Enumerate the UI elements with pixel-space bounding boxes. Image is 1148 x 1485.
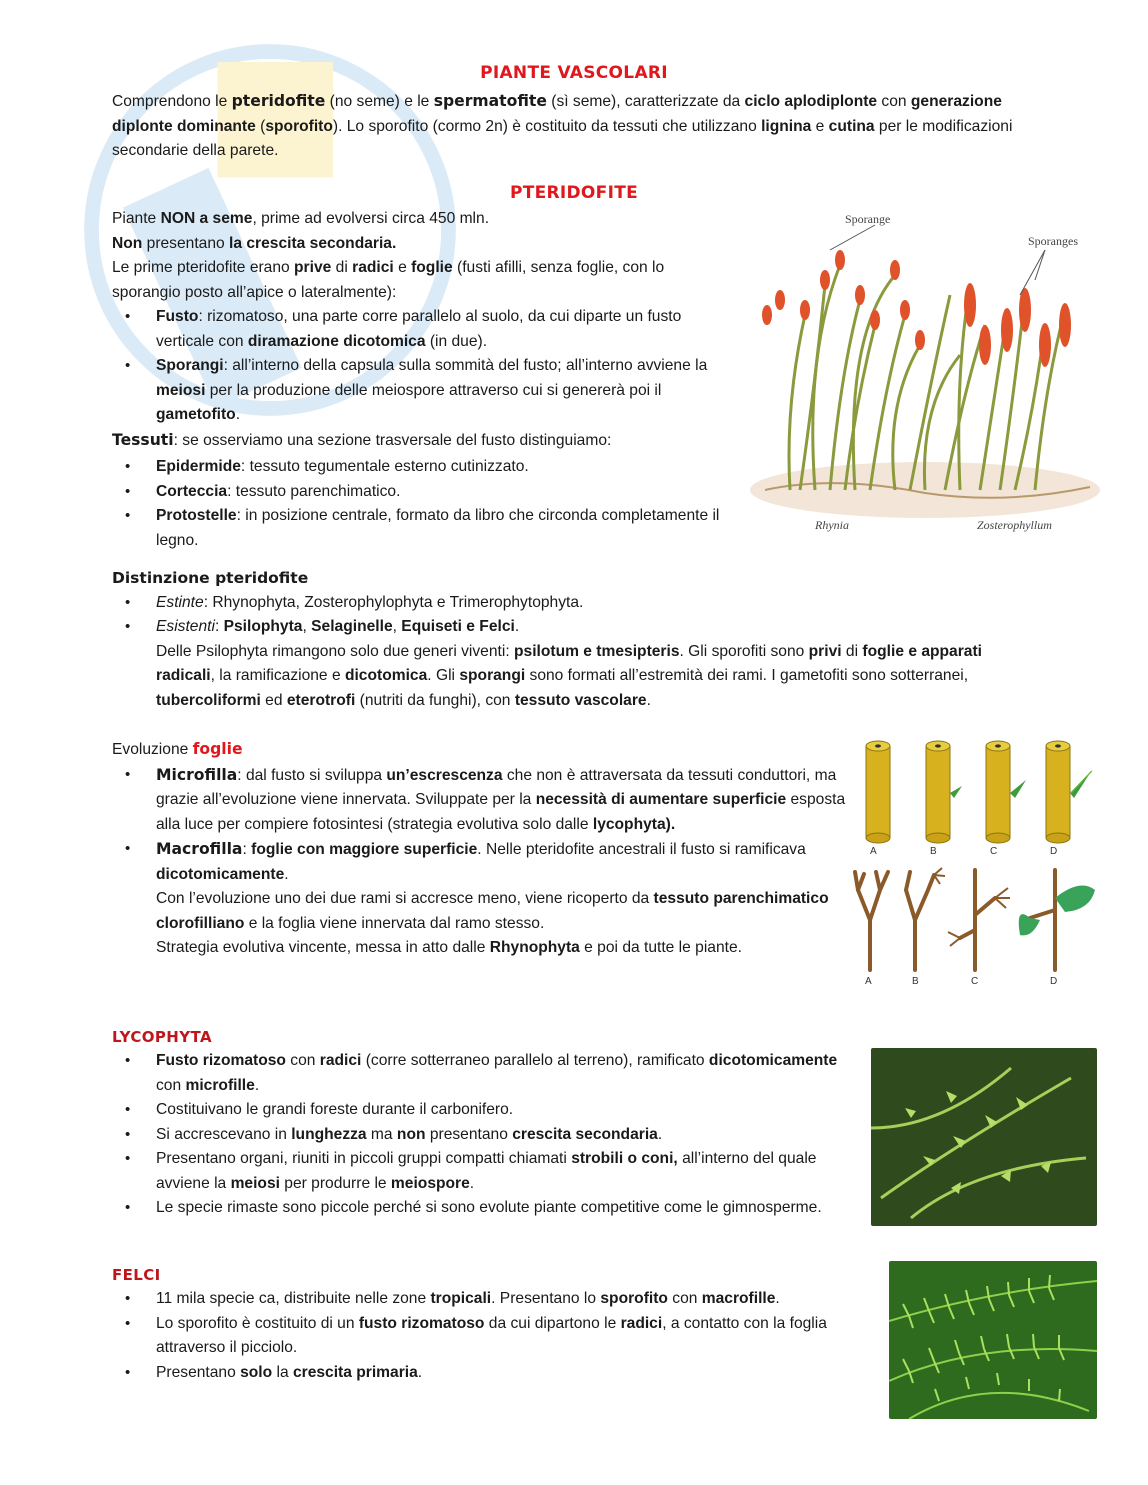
tessuti_list-1-seg-0: Corteccia [156, 482, 228, 500]
lyco_list-item-0 [112, 1049, 847, 1098]
sporange-label: Sporange [845, 212, 891, 226]
tessuti_list-0-seg-1: : tessuto tegumentale esterno cutinizzato. [240, 458, 529, 475]
lyco_list-4-seg-0: Le specie rimaste sono piccole perché si sono evolute piante competitive come le gimnosperme. [156, 1199, 822, 1216]
distinzione-section [112, 566, 1037, 713]
felci_list-0-seg-4: con [667, 1290, 702, 1307]
macrofilla-diagram [850, 860, 1100, 990]
pter_list-1-seg-1: : all’interno della capsula sulla sommità del fusto; all’interno avviene la [223, 357, 708, 374]
evo_list-1-seg-2: foglie con maggiore superficie [251, 841, 478, 858]
pteridofite-line-2 [112, 232, 727, 257]
intro-seg-12: e [811, 117, 829, 135]
pteridofite-line-1 [112, 207, 727, 232]
pter_list-1-seg-5: . [235, 406, 241, 423]
dist_extra-seg-10: sono formati all’estremità dei rami. I gametofiti sono sotterranei, [525, 667, 969, 684]
distinzione-list [112, 591, 1037, 640]
rhynia-illustration [745, 205, 1100, 535]
lycophyta-title: LYCOPHYTA [112, 1028, 212, 1046]
evoluzione-section [112, 737, 847, 961]
intro-seg-9: sporofito [265, 117, 333, 135]
tessuti_list-item-2 [112, 504, 727, 553]
pter_p3-seg-0: Le prime pteridofite erano [112, 259, 295, 276]
tessuti_p-seg-0: Tessuti [112, 430, 174, 449]
tessuti_list-1-seg-1: : tessuto parenchimatico. [227, 482, 401, 500]
intro-seg-0: Comprendono le [112, 93, 232, 110]
intro-seg-6: con [877, 93, 911, 110]
dist_list-1-seg-5: , [392, 618, 402, 635]
pter_list-1-seg-3: per la produzione delle meiospore attraverso cui si genererà poi il [205, 381, 662, 399]
lyco_list-item-4 [112, 1196, 847, 1221]
lyco_list-3-seg-0: Presentano organi, riuniti in piccoli gruppi compatti chiamati [156, 1150, 572, 1167]
intro-seg-5: ciclo aplodiplonte [744, 93, 878, 110]
pter_list-1-seg-4: gametofito [156, 406, 236, 423]
lyco_list-2-seg-1: lunghezza [291, 1125, 367, 1143]
lyco_list-item-1 [112, 1098, 847, 1123]
dist_extra-seg-13: eterotrofi [286, 691, 356, 709]
lyco_list-0-seg-4: dicotomicamente [708, 1052, 838, 1069]
evo_list-1-seg-7-1: Strategia evolutiva vincente, messa in atto dalle [156, 939, 490, 956]
pter_p2-seg-1: presentano [142, 234, 230, 252]
lyco_list-0-seg-5: con [156, 1076, 186, 1094]
dist_extra-seg-12: ed [260, 691, 287, 709]
lyco_list-1-seg-0: Costituivano le grandi foreste durante il carbonifero. [156, 1101, 514, 1118]
evo_list-1-seg-0: Macrofilla [156, 840, 243, 858]
lyco_list-0-seg-7: . [254, 1076, 260, 1094]
tessuti-paragraph [112, 428, 727, 454]
felci_list-2-seg-1: solo [240, 1363, 273, 1381]
dist_list-0-seg-1: : Rhynophyta, Zosterophylophyta e Trimerophytophyta. [203, 593, 584, 611]
intro-paragraph [112, 89, 1037, 164]
dist_extra-seg-7: dicotomica [344, 667, 428, 684]
lyco_list-2-seg-4: presentano [425, 1125, 513, 1143]
intro-seg-3: spermatofite [433, 92, 547, 110]
felci_list-item-0 [112, 1287, 857, 1312]
tessuti-list [112, 455, 727, 553]
evo_list-1-seg-5-0: . [284, 865, 289, 883]
felci_list-1-seg-3: radici [620, 1314, 663, 1332]
lycophyta-section [112, 1049, 847, 1221]
main-title: PIANTE VASCOLARI [480, 63, 668, 83]
dist_extra-seg-6: , la ramificazione e [210, 667, 345, 684]
pter_p3-seg-5: foglie [411, 259, 453, 276]
lyco_list-0-seg-2: radici [319, 1052, 362, 1069]
pteridofite-list [112, 305, 727, 428]
tessuti_list-item-0 [112, 455, 727, 480]
intro-seg-7: generazione diplonte dominante [112, 93, 1002, 135]
lyco_list-3-seg-6: . [469, 1174, 475, 1192]
dist_list-1-seg-4: Selaginelle [311, 618, 393, 635]
evoluzione-list [112, 763, 847, 961]
evo_list-0-seg-6: lycophyta). [592, 815, 676, 833]
felci_list-1-seg-2: da cui dipartono le [484, 1314, 621, 1332]
fig2-label-a: A [865, 976, 872, 987]
evo_list-0-seg-5: esposta alla luce per compiere fotosintesi (strategia evolutiva solo dalle [156, 791, 846, 833]
felci-list [112, 1287, 857, 1385]
lyco_list-0-seg-6: microfille [185, 1076, 255, 1094]
pter_p2-seg-2: la crescita secondaria. [229, 234, 397, 252]
pter_list-item-1 [112, 354, 727, 428]
dist_extra-seg-8: . Gli [427, 667, 460, 684]
tessuti_list-0-seg-0: Epidermide [156, 458, 241, 475]
dist_list-1-seg-3: , [302, 618, 312, 635]
felci-photo [889, 1261, 1097, 1419]
pter_p1-seg-1: NON a seme [160, 210, 253, 227]
dist_extra-seg-4: di [841, 642, 863, 660]
evo_list-1-seg-5-1: Con l’evoluzione uno dei due rami si accresce meno, viene ricoperto da [156, 890, 654, 907]
sporanges-label: Sporanges [1028, 234, 1078, 248]
evoluzione-title [112, 737, 847, 763]
dist_list-1-seg-1: : [214, 618, 224, 635]
felci_list-1-seg-0: Lo sporofito è costituito di un [156, 1314, 359, 1332]
pter_p3-seg-3: radici [352, 259, 394, 276]
dist_extra-seg-16: . [646, 691, 651, 709]
zosterophyllum-caption: Zosterophyllum [977, 518, 1052, 532]
microfilla-diagram [860, 738, 1100, 858]
dist_extra-seg-0: Delle Psilophyta rimangono solo due generi viventi: [156, 642, 514, 660]
felci_list-2-seg-4: . [417, 1363, 423, 1381]
evo_list-1-seg-8: Rhynophyta [489, 939, 580, 956]
evo_list-0-seg-2: un’escrescenza [386, 766, 503, 784]
tessuti_list-item-1 [112, 480, 727, 505]
pter_p2-seg-0: Non [112, 234, 143, 252]
intro-seg-14: per le modificazioni secondarie della parete. [112, 117, 1013, 159]
pter_p3-seg-6: (fusti afilli, senza foglie, con lo sporangio posto all’apice o lateralmente): [112, 259, 665, 301]
felci_list-0-seg-1: tropicali [430, 1290, 492, 1307]
evo_title-seg-0: Evoluzione [112, 741, 193, 758]
lyco_list-3-seg-5: meiospore [390, 1174, 470, 1192]
fig1-label-c: C [990, 846, 998, 857]
dist_list-0-seg-0: Estinte [156, 593, 204, 611]
intro-seg-13: cutina [828, 117, 875, 135]
dist_extra-seg-9: sporangi [459, 667, 526, 684]
lyco_list-2-seg-5: crescita secondaria [512, 1125, 658, 1143]
evo_list-0-seg-4: necessità di aumentare superficie [535, 791, 787, 808]
felci_list-0-seg-3: sporofito [600, 1290, 668, 1307]
fig1-label-a: A [870, 846, 877, 857]
evo_list-1-seg-6: tessuto parenchimatico clorofilliano [156, 890, 829, 932]
lyco_list-3-seg-4: per produrre le [279, 1174, 391, 1192]
intro-seg-8: ( [255, 117, 266, 135]
lyco_list-0-seg-1: con [285, 1052, 320, 1069]
lyco_list-2-seg-2: ma [366, 1125, 397, 1143]
lyco_list-item-2 [112, 1123, 847, 1148]
lycophyta-photo [871, 1048, 1097, 1226]
rhynia-caption: Rhynia [815, 518, 849, 532]
lyco_list-2-seg-6: . [657, 1125, 663, 1143]
fig1-label-b: B [930, 846, 937, 857]
evo_list-item-0 [112, 763, 847, 838]
lycophyta-list [112, 1049, 847, 1221]
evo_list-item-1 [112, 837, 847, 961]
pter_p1-seg-0: Piante [112, 210, 161, 227]
intro-seg-2: (no seme) e le [325, 93, 434, 110]
pter_list-item-0 [112, 305, 727, 354]
pter_p3-seg-1: prive [294, 259, 332, 276]
felci_list-0-seg-0: 11 mila specie ca, distribuite nelle zone [156, 1290, 431, 1307]
pteridofite-section [112, 207, 727, 553]
fig1-label-d: D [1050, 846, 1058, 857]
evo_list-1-seg-3: . Nelle pteridofite ancestrali il fusto si ramificava [477, 841, 806, 858]
dist_extra-seg-14: (nutriti da funghi), con [355, 691, 515, 709]
dist_extra-seg-3: privi [808, 642, 842, 660]
lyco_list-0-seg-3: (corre sotterraneo parallelo al terreno), ramificato [361, 1052, 709, 1069]
evo_list-1-seg-9: e poi da tutte le piante. [579, 939, 742, 956]
dist_extra-seg-1: psilotum e tmesipteris [514, 642, 680, 660]
pteridofite-line-3 [112, 256, 727, 305]
lyco_list-item-3 [112, 1147, 847, 1196]
pter_p3-seg-4: e [393, 259, 412, 276]
pter_list-0-seg-0: Fusto [156, 308, 199, 325]
evo_list-1-seg-4: dicotomicamente [156, 865, 285, 883]
lyco_list-0-seg-0: Fusto rizomatoso [156, 1052, 286, 1069]
lyco_list-3-seg-1: strobili o coni, [571, 1150, 678, 1167]
dist_extra-seg-15: tessuto vascolare [514, 691, 647, 709]
evo_list-0-seg-3: che non è attraversata da tessuti conduttori, ma grazie all’evoluzione viene innervata. Sviluppate per la [156, 766, 837, 808]
felci_list-0-seg-2: . Presentano lo [491, 1290, 601, 1307]
tessuti_list-2-seg-0: Protostelle [156, 507, 237, 524]
dist_list-item-1 [112, 615, 1037, 640]
pter_list-1-seg-0: Sporangi [156, 357, 224, 374]
psilophyta-paragraph [112, 640, 1037, 714]
lyco_list-2-seg-3: non [396, 1125, 426, 1143]
felci_list-2-seg-3: crescita primaria [292, 1363, 418, 1381]
felci_list-item-2 [112, 1361, 857, 1386]
intro-seg-1: pteridofite [231, 92, 326, 110]
felci_list-0-seg-5: macrofille [701, 1290, 776, 1307]
fig2-label-c: C [971, 976, 979, 987]
tessuti_list-2-seg-1: : in posizione centrale, formato da libro che circonda completamente il legno. [156, 507, 720, 549]
dist_extra-seg-5: foglie e apparati radicali [156, 642, 982, 684]
intro-text [112, 89, 1037, 164]
felci_list-item-1 [112, 1312, 857, 1361]
pter_list-0-seg-1: : rizomatoso, una parte corre parallelo al suolo, da cui diparte un fusto verticale con [156, 308, 682, 350]
evo_list-0-seg-0: Microfilla [156, 765, 238, 784]
dist_list-item-0 [112, 591, 1037, 616]
evo_list-1-seg-7-0: e la foglia viene innervata dal ramo stesso. [244, 914, 545, 932]
pter_list-1-seg-2: meiosi [156, 381, 206, 399]
distinzione-title: Distinzione pteridofite [112, 569, 309, 587]
felci-section [112, 1287, 857, 1385]
pter_p3-seg-2: di [331, 259, 353, 276]
dist_list-1-seg-7: . [514, 618, 520, 635]
fig2-label-d: D [1050, 976, 1058, 987]
lyco_list-3-seg-2: all’interno del quale avviene la [156, 1150, 817, 1192]
dist_extra-seg-11: tubercoliformi [156, 691, 261, 709]
dist_list-1-seg-2: Psilophyta [223, 618, 303, 635]
felci_list-2-seg-0: Presentano [156, 1363, 241, 1381]
pteridofite-title: PTERIDOFITE [509, 183, 639, 203]
dist_list-1-seg-6: Equiseti e Felci [401, 618, 515, 635]
intro-seg-10: ). Lo sporofito (cormo 2n) è costituito da tessuti che utilizzano [332, 117, 762, 135]
pter_list-0-seg-3: (in due). [425, 332, 488, 350]
tessuti_p-seg-1: : se osserviamo una sezione trasversale del fusto distinguiamo: [173, 431, 612, 449]
felci_list-1-seg-4: , a contatto con la foglia attraverso il picciolo. [156, 1314, 827, 1356]
felci-title: FELCI [112, 1266, 161, 1284]
fig2-label-b: B [912, 976, 919, 987]
felci_list-0-seg-6: . [775, 1290, 780, 1307]
evo_list-1-seg-1: : [242, 841, 252, 858]
pter_list-0-seg-2: diramazione dicotomica [247, 332, 426, 350]
dist_list-1-seg-0: Esistenti [156, 618, 215, 635]
felci_list-2-seg-2: la [272, 1363, 293, 1381]
lyco_list-3-seg-3: meiosi [230, 1174, 280, 1192]
lyco_list-2-seg-0: Si accrescevano in [156, 1125, 292, 1143]
intro-seg-11: lignina [761, 117, 812, 135]
evo_title-seg-1: foglie [192, 740, 243, 758]
dist_extra-seg-2: . Gli sporofiti sono [679, 642, 809, 660]
felci_list-1-seg-1: fusto rizomatoso [358, 1314, 485, 1332]
pter_p1-seg-2: , prime ad evolversi circa 450 mln. [252, 210, 490, 227]
intro-seg-4: (sì seme), caratterizzate da [546, 93, 745, 110]
evo_list-0-seg-1: : dal fusto si sviluppa [237, 766, 387, 784]
